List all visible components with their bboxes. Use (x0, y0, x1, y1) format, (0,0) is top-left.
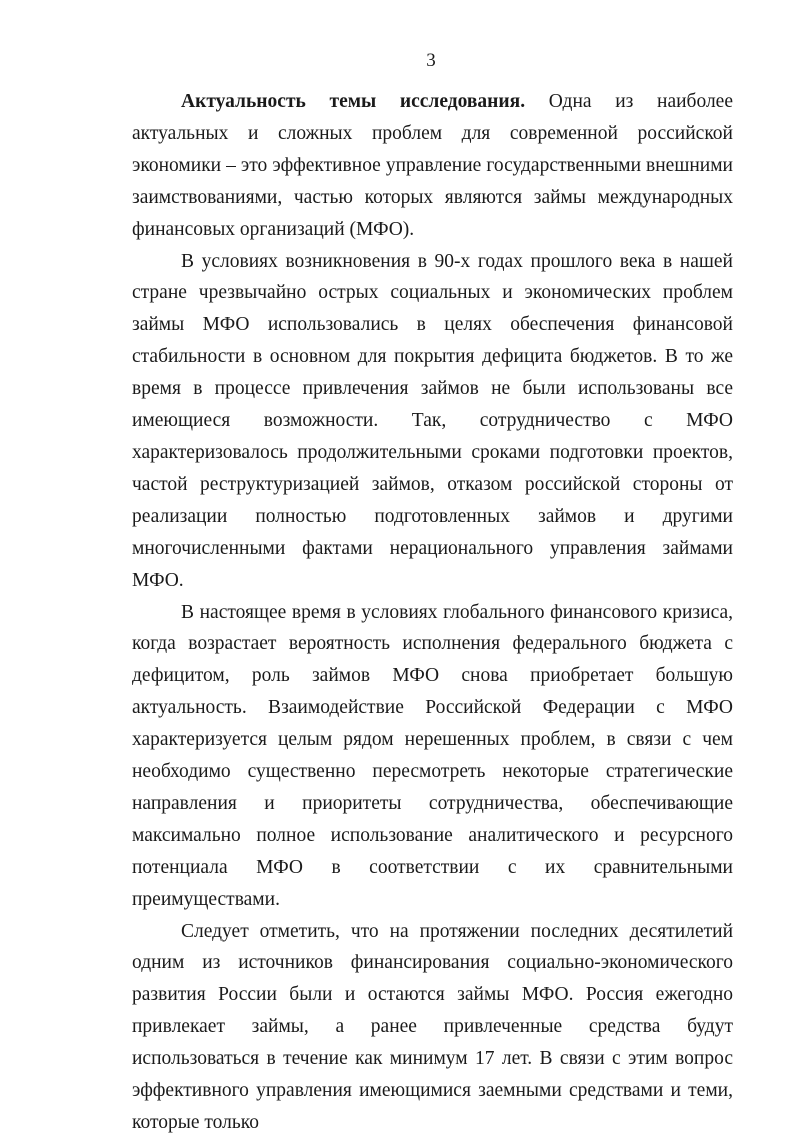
paragraph-decades: Следует отметить, что на протяжении последних десятилетий одним из источников финансирования социально-экономического развития России были и остаются займы МФО. Россия ежегодно привлекает займы, а ранее привлеченные средства будут использоваться в течение как минимум 17 лет. В связи с этим вопрос эффективного управления имеющимися заемными средствами и теми, которые только (132, 920, 733, 1133)
paragraph-current-crisis: В настоящее время в условиях глобального финансового кризиса, когда возрастает вероятность исполнения федерального бюджета с дефицитом, роль займов МФО снова приобретает большую актуальность. Взаимодействие Российской Федерации с МФО характеризуется целым рядом нерешенных проблем, в связи с чем необходимо существенно пересмотреть некоторые стратегические направления и приоритеты сотрудничества, обеспечивающие максимально полное использование аналитического и ресурсного потенциала МФО в соответствии с их сравнительными преимуществами. (132, 601, 733, 910)
page-number: 3 (426, 50, 436, 71)
paragraph-relevance (132, 86, 733, 246)
paragraph-text: Одна из наиболее актуальных и сложных проблем для современной российской экономики – это эффективное управление государственными внешними заимствованиями, частью которых являются займы международных финансовых организаций (МФО). (132, 91, 733, 240)
section-heading: Актуальность темы исследования. (181, 91, 526, 112)
body-text (132, 86, 733, 1139)
paragraph-nineties: В условиях возникновения в 90-х годах прошлого века в нашей стране чрезвычайно острых социальных и экономических проблем займы МФО использовались в целях обеспечения финансовой стабильности в основном для покрытия дефицита бюджетов. В то же время в процессе привлечения займов не были использованы все имеющиеся возможности. Так, сотрудничество с МФО характеризовалось продолжительными сроками подготовки проектов, частой реструктуризацией займов, отказом российской стороны от реализации полностью подготовленных займов и другими многочисленными фактами нерационального управления займами МФО. (132, 250, 733, 591)
